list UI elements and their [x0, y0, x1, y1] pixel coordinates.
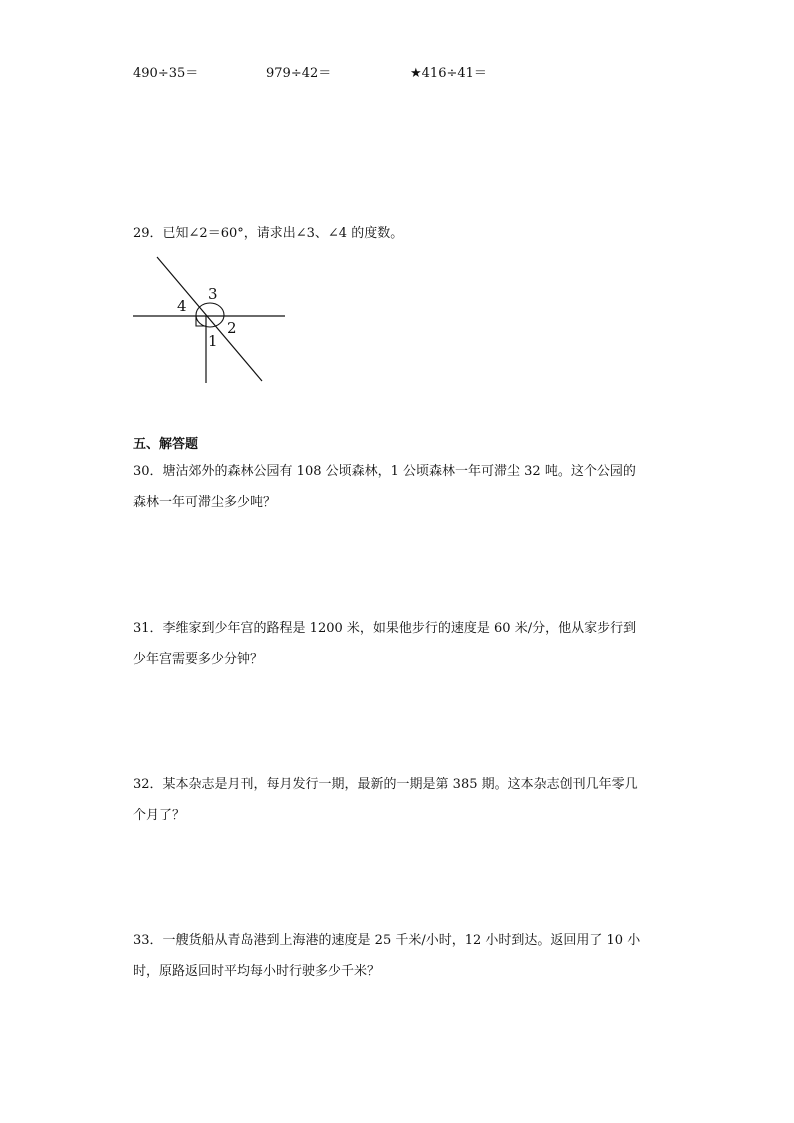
question-31-line-2: 少年宫需要多少分钟？ — [133, 652, 264, 667]
question-29-text: 29．已知∠2＝60°，请求出∠3、∠4 的度数。 — [133, 226, 404, 241]
angle-label-1: 1 — [208, 332, 218, 350]
question-32-line-1: 32．某本杂志是月刊，每月发行一期，最新的一期是第 385 期。这本杂志创刊几年零几 — [133, 777, 638, 792]
question-33-line-2: 时，原路返回时平均每小时行驶多少千米？ — [133, 964, 381, 979]
question-30-line-2: 森林一年可滞尘多少吨？ — [133, 495, 277, 510]
angle-label-3: 3 — [208, 285, 218, 303]
angle-label-2: 2 — [227, 319, 237, 337]
angle-figure — [130, 252, 290, 391]
calc-star-416-div-41: ★416÷41＝ — [410, 66, 487, 81]
question-30-line-1: 30．塘沽郊外的森林公园有 108 公顷森林，1 公顷森林一年可滞尘 32 吨。这个公园的 — [133, 464, 636, 479]
question-32-line-2: 个月了？ — [133, 808, 186, 823]
question-33-line-1: 33．一艘货船从青岛港到上海港的速度是 25 千米/小时，12 小时到达。返回用了 10 小 — [133, 933, 641, 948]
question-31-line-1: 31．李维家到少年宫的路程是 1200 米，如果他步行的速度是 60 米/分，他从家步行到 — [133, 621, 637, 636]
diagonal-line — [157, 257, 262, 381]
angle-label-4: 4 — [177, 297, 187, 315]
calc-490-div-35: 490÷35＝ — [133, 66, 199, 81]
calc-979-div-42: 979÷42＝ — [266, 66, 332, 81]
angle-figure-svg — [130, 252, 290, 387]
angle-arc — [196, 303, 224, 327]
section-title: 五、解答题 — [133, 437, 199, 452]
